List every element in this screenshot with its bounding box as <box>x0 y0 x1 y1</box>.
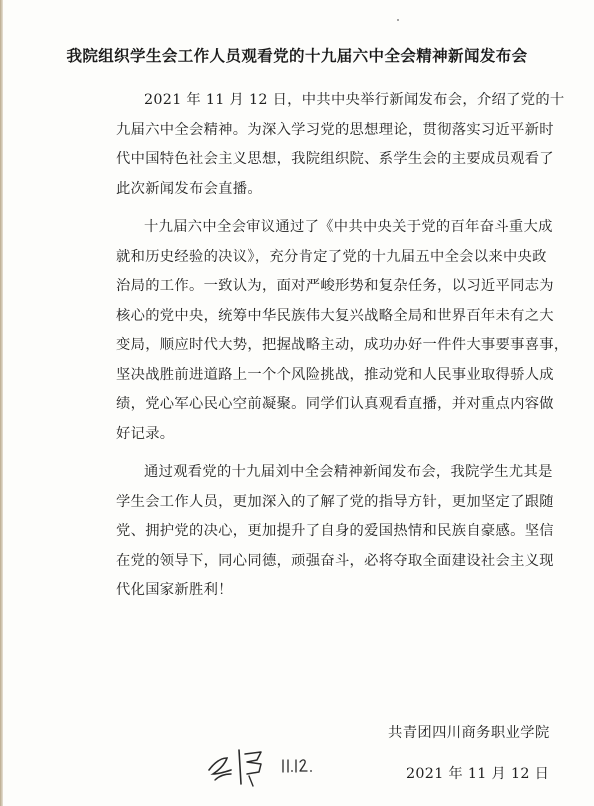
scan-speck <box>397 19 399 21</box>
paragraph-3 <box>0 458 594 606</box>
document-body <box>0 86 594 606</box>
paragraph-line: 代中国特色社会主义思想，我院组织院、系学生会的主要成员观看了 <box>116 151 554 167</box>
signoff-date: 2021 年 11 月 12 日 <box>406 766 550 782</box>
paragraph-line: 通过观看党的十九届刘中全会精神新闻发布会，我院学生尤其是 <box>144 464 553 480</box>
paragraph-line: 党、拥护党的决心，更加提升了自身的爱国热情和民族自豪感。坚信 <box>116 523 554 539</box>
paragraph-1 <box>0 86 594 204</box>
paragraph-line: 就和历史经验的决议》，充分肯定了党的十九届五中全会以来中央政 <box>116 248 547 265</box>
paragraph-line: 九届六中全会精神。为深入学习党的思想理论，贯彻落实习近平新时 <box>116 121 554 138</box>
paragraph-line: 2021 年 11 月 12 日，中共中央举行新闻发布会，介绍了党的十 <box>144 92 565 108</box>
paragraph-line: 治局的工作。一致认为，面对严峻形势和复杂任务，以习近平同志为 <box>116 278 554 294</box>
paragraph-line: 好记录。 <box>116 425 175 442</box>
paragraph-line: 坚决战胜前进道路上一个个风险挑战，推动党和人民事业取得骄人成 <box>116 366 554 383</box>
paragraph-line: 代化国家新胜利！ <box>116 582 233 598</box>
document-title: 我院组织学生会工作人员观看党的十九届六中全会精神新闻发布会 <box>66 46 528 65</box>
paragraph-line: 学生会工作人员，更加深入的了解了党的指导方针，更加坚定了跟随 <box>116 493 554 510</box>
signoff-organization: 共青团四川商务职业学院 <box>388 725 550 741</box>
paragraph-line: 十九届六中全会审议通过了《中共中央关于党的百年奋斗重大成 <box>144 219 553 235</box>
paragraph-line: 核心的党中央，统筹中华民族伟大复兴战略全局和世界百年未有之大 <box>116 307 554 324</box>
paragraph-line: 变局，顺应时代大势，把握战略主动，成功办好一件件大事要事喜事， <box>116 337 569 353</box>
paragraph-line: 此次新闻发布会直播。 <box>116 180 262 197</box>
paragraph-line: 绩，党心军心民心空前凝聚。同学们认真观看直播，并对重点内容做 <box>116 396 554 412</box>
handwritten-signature <box>205 740 335 790</box>
paragraph-line: 在党的领导下，同心同德，顽强奋斗，必将夺取全面建设社会主义现 <box>116 552 554 569</box>
paragraph-2 <box>0 213 594 449</box>
